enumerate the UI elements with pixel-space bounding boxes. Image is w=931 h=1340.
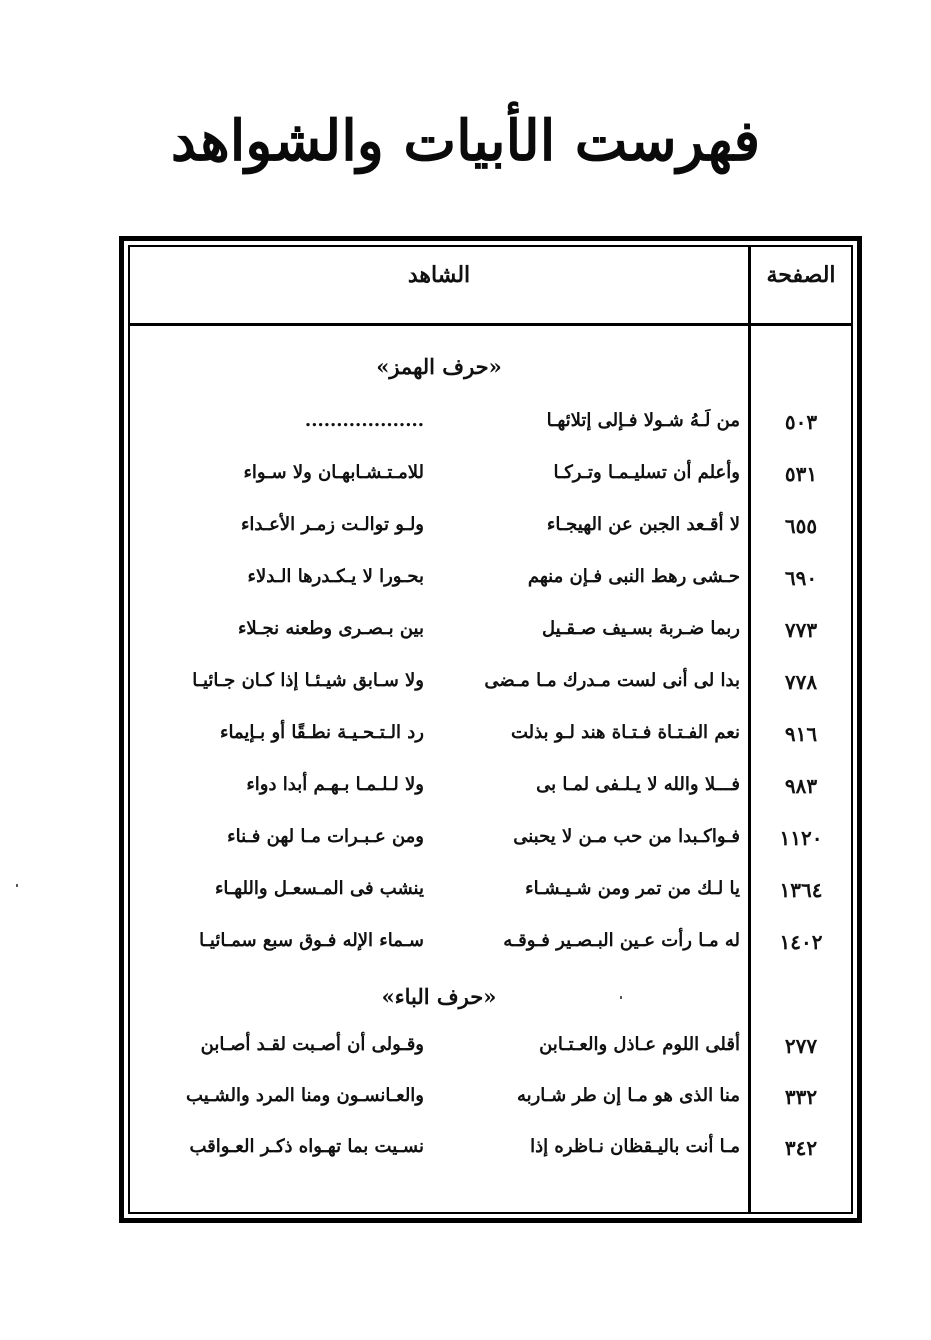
page-number: ١١٢٠	[779, 826, 823, 850]
header-verse-column: الشاهد	[407, 262, 471, 288]
table-row	[130, 722, 851, 762]
header-page-column: الصفحة	[766, 262, 836, 288]
verse-second-hemistich: والعـانسـون ومنا المرد والشـيب	[186, 1085, 424, 1106]
scan-speck	[16, 884, 18, 887]
verse-first-hemistich: لا أقـعد الجبن عن الهيجـاء	[546, 514, 740, 535]
table-row	[130, 566, 851, 606]
verse-first-hemistich: منا الذى هو مـا إن طر شـاربه	[516, 1085, 740, 1106]
verse-second-hemistich: ولا لـلـمـا بـهـم أبدا دواء	[246, 774, 424, 795]
page-number: ١٣٦٤	[779, 878, 823, 902]
section-heading-hamza: «حرف الهمز»	[376, 354, 502, 379]
verse-second-hemistich: بين بـصـرى وطعنه نجـلاء	[237, 618, 424, 639]
verse-second-hemistich: نسـيت بما تهـواه ذكـر العـواقب	[189, 1136, 424, 1157]
table-row	[130, 618, 851, 658]
verse-second-hemistich: رد الـتـحـيـة نطـقًا أو بـإيماء	[220, 722, 424, 743]
verse-second-hemistich: للامـتـشـابهـان ولا سـواء	[243, 462, 424, 483]
page-number: ٢٧٧	[784, 1034, 818, 1058]
page-number: ١٤٠٢	[779, 930, 823, 954]
section-heading-baa: «حرف الباء»	[381, 984, 497, 1009]
verse-first-hemistich: فـــلا والله لا يـلـفى لمـا بى	[536, 774, 740, 795]
verse-second-hemistich: وقـولى أن أصـبت لقـد أصـابن	[200, 1034, 424, 1055]
verse-first-hemistich: له مـا رأت عـين البـصـير فـوقـه	[503, 930, 740, 951]
table-row	[130, 826, 851, 866]
verse-first-hemistich: أقلى اللوم عـاذل والعـتـابن	[539, 1034, 740, 1055]
verse-second-hemistich: ينشب فى المـسعـل واللهـاء	[214, 878, 424, 899]
page-number: ٧٧٨	[784, 670, 818, 694]
page-number: ٣٣٢	[784, 1085, 818, 1109]
verse-second-hemistich: ولـو توالـت زمـر الأعـداء	[240, 514, 424, 535]
table-row	[130, 410, 851, 450]
header-divider	[130, 323, 851, 326]
verse-second-hemistich: ...................	[304, 410, 424, 431]
table-row	[130, 1085, 851, 1125]
verse-first-hemistich: نعم الفـتـاة فـتـاة هند لـو بذلت	[510, 722, 740, 743]
verse-second-hemistich: سـماء الإله فـوق سبع سمـائيـا	[199, 930, 424, 951]
verse-first-hemistich: حـشى رهط النبى فـإن منهم	[527, 566, 740, 587]
page-number: ٩٨٣	[784, 774, 818, 798]
verse-first-hemistich: من لَـهُ شـولا فـإلى إتلائهـا	[546, 410, 740, 431]
page-number: ٦٥٥	[784, 514, 818, 538]
verse-second-hemistich: بحـورا لا يـكـدرها الـدلاء	[247, 566, 424, 587]
verse-first-hemistich: بدا لى أنى لست مـدرك مـا مـضى	[484, 670, 740, 691]
page-number: ٦٩٠	[784, 566, 818, 590]
verse-second-hemistich: ولا سـابق شيـئـا إذا كـان جـائيـا	[192, 670, 424, 691]
verse-second-hemistich: ومن عـبـرات مـا لهن فـناء	[227, 826, 424, 847]
table-row	[130, 1136, 851, 1176]
verse-first-hemistich: فـواكـبدا من حب مـن لا يحبنى	[513, 826, 740, 847]
verse-first-hemistich: مـا أنت باليـقظان نـاظره إذا	[530, 1136, 740, 1157]
table-row	[130, 670, 851, 710]
scan-speck	[620, 996, 622, 999]
page-number: ٧٧٣	[784, 618, 818, 642]
table-row	[130, 930, 851, 970]
verse-first-hemistich: ربما ضـربة بسـيف صـقـيل	[542, 618, 740, 639]
verse-first-hemistich: يا لـك من تمر ومن شـيـشـاء	[525, 878, 740, 899]
table-row	[130, 1034, 851, 1074]
table-row	[130, 462, 851, 502]
page-number: ٣٤٢	[784, 1136, 818, 1160]
table-row	[130, 774, 851, 814]
page-number: ٥٠٣	[784, 410, 818, 434]
page-title: فهرست الأبيات والشواهد	[170, 108, 761, 174]
verse-first-hemistich: وأعلم أن تسليـمـا وتـركـا	[553, 462, 740, 483]
page-number: ٩١٦	[784, 722, 818, 746]
page-number: ٥٣١	[784, 462, 818, 486]
table-row	[130, 878, 851, 918]
table-row	[130, 514, 851, 554]
